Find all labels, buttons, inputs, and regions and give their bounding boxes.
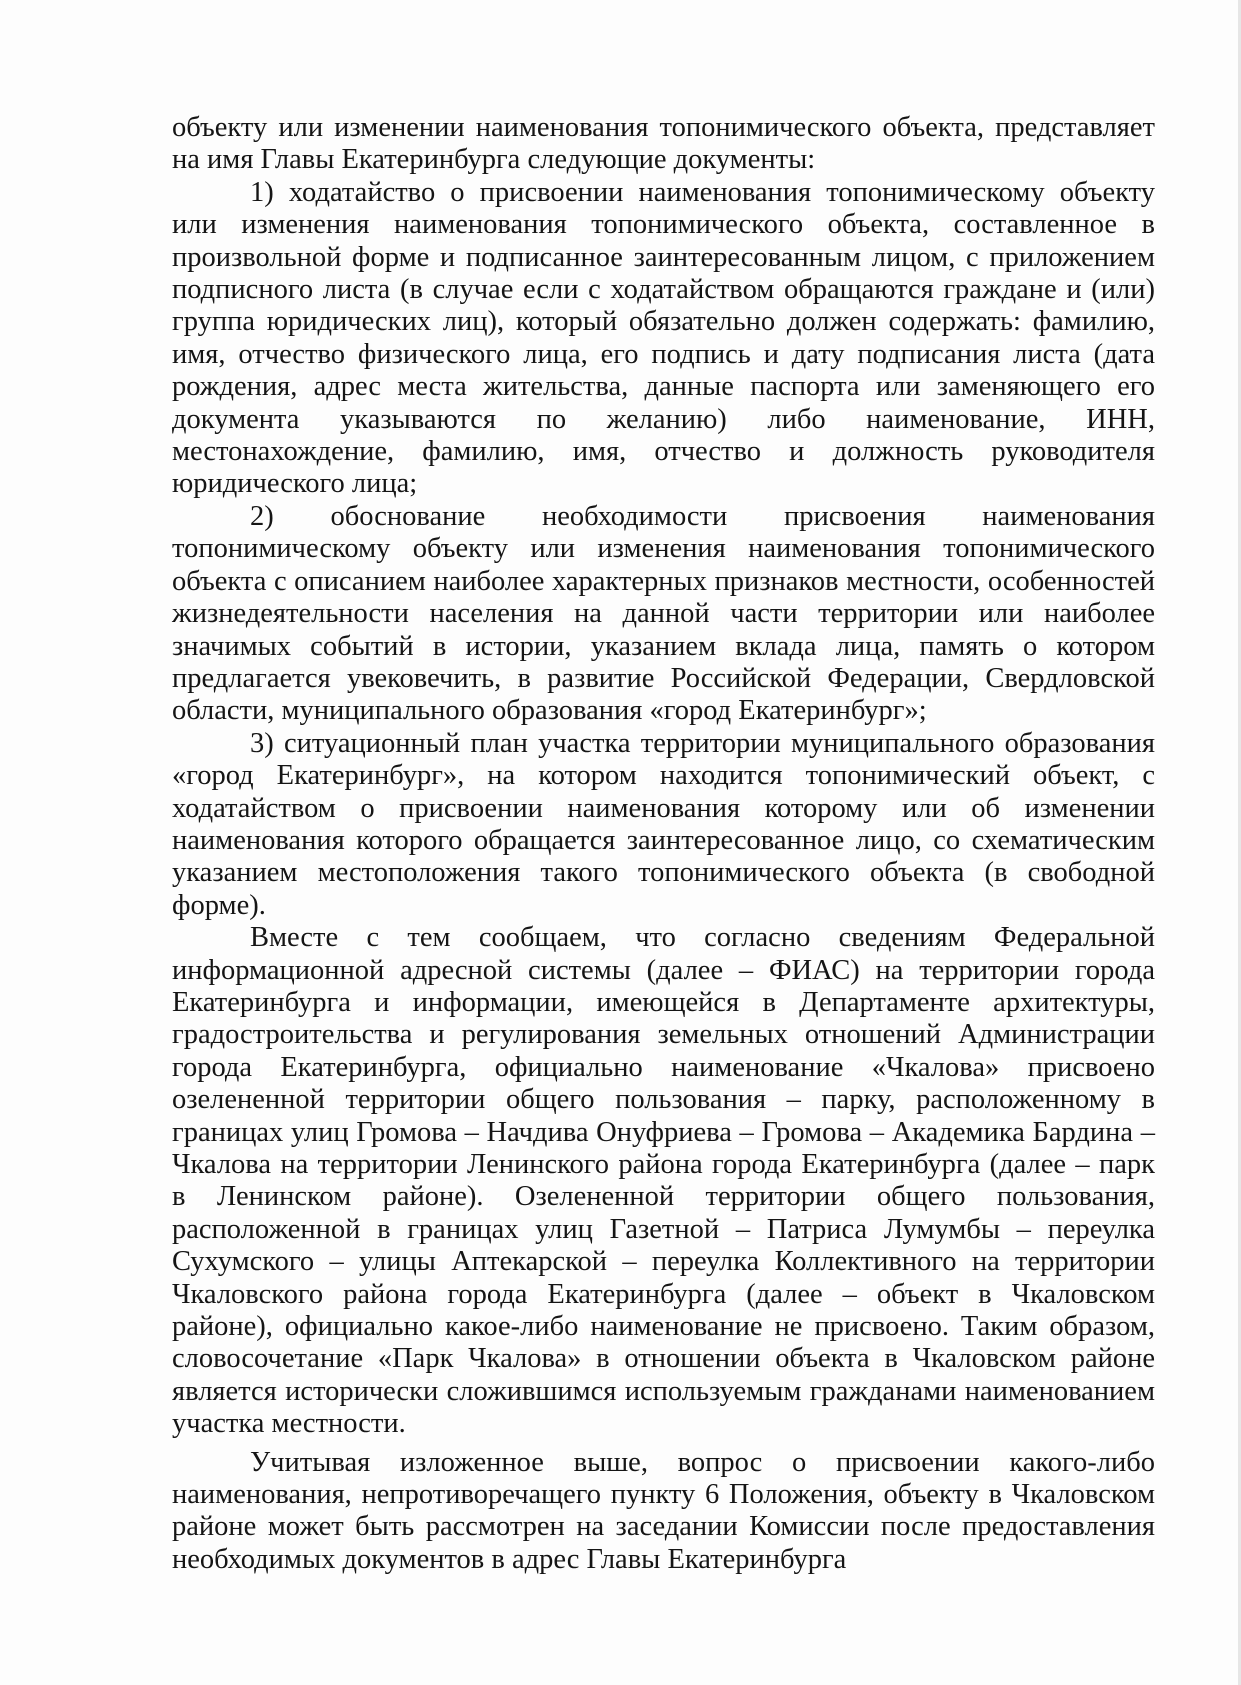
document-body	[172, 112, 1155, 1576]
paragraph-item-3: 3) ситуационный план участка территории муниципального образования «город Екатеринбург», на котором находится топонимический объект, с ходатайством о присвоении наименования которому или об изменении наименования которого обращается заинтересованное лицо, со схематическим указанием местоположения такого топонимического объекта (в свободной форме).	[172, 727, 1155, 921]
paragraph-continuation: объекту или изменении наименования топонимического объекта, представляет на имя Главы Екатеринбурга следующие документы:	[172, 112, 1155, 176]
paragraph-conclusion: Учитывая изложенное выше, вопрос о присвоении какого-либо наименования, непротиворечащего пункту 6 Положения, объекту в Чкаловском районе может быть рассмотрен на заседании Комиссии после предоставления необходимых документов в адрес Главы Екатеринбурга	[172, 1446, 1155, 1575]
paragraph-item-1: 1) ходатайство о присвоении наименования топонимическому объекту или изменения наименования топонимического объекта, составленное в произвольной форме и подписанное заинтересованным лицом, с приложением подписного листа (в случае если с ходатайством обращаются граждане и (или) группа юридических лиц), который обязательно должен содержать: фамилию, имя, отчество физического лица, его подпись и дату подписания листа (дата рождения, адрес места жительства, данные паспорта или заменяющего его документа указываются по желанию) либо наименование, ИНН, местонахождение, фамилию, имя, отчество и должность руководителя юридического лица;	[172, 176, 1155, 500]
paragraph-fias-info: Вместе с тем сообщаем, что согласно сведениям Федеральной информационной адресной системы (далее – ФИАС) на территории города Екатеринбурга и информации, имеющейся в Департаменте архитектуры, градостроительства и регулирования земельных отношений Администрации города Екатеринбурга, официально наименование «Чкалова» присвоено озелененной территории общего пользования – парку, расположенному в границах улиц Громова – Начдива Онуфриева – Громова – Академика Бардина – Чкалова на территории Ленинского района города Екатеринбурга (далее – парк в Ленинском районе). Озелененной территории общего пользования, расположенной в границах улиц Газетной – Патриса Лумумбы – переулка Сухумского – улицы Аптекарской – переулка Коллективного на территории Чкаловского района города Екатеринбурга (далее – объект в Чкаловском районе), официально какое-либо наименование не присвоено. Таким образом, словосочетание «Парк Чкалова» в отношении объекта в Чкаловском районе является исторически сложившимся используемым гражданами наименованием участка местности.	[172, 922, 1155, 1440]
paragraph-item-2: 2) обоснование необходимости присвоения наименования топонимическому объекту или изменения наименования топонимического объекта с описанием наиболее характерных признаков местности, особенностей жизнедеятельности населения на данной части территории или наиболее значимых событий в истории, указанием вклада лица, память о котором предлагается увековечить, в развитие Российской Федерации, Свердловской области, муниципального образования «город Екатеринбург»;	[172, 500, 1155, 727]
